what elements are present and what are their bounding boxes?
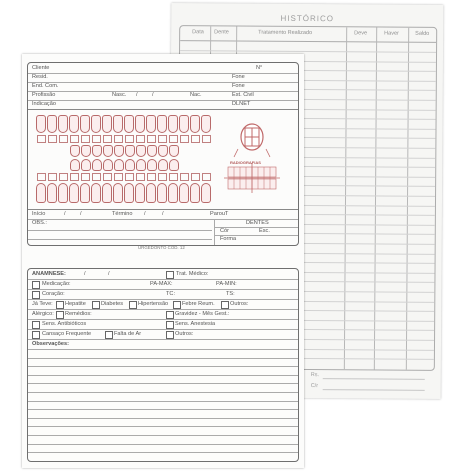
tooth-surface-grid (103, 173, 112, 181)
hipertensao-checkbox[interactable] (129, 301, 137, 309)
est-civil-label: Est. Civil (232, 92, 254, 98)
coracao-label: Coração: (42, 291, 65, 297)
tooth-surface-grid (114, 135, 123, 143)
tooth-upper (201, 115, 211, 133)
tc-label: TC: (166, 291, 176, 297)
observacoes-line (28, 452, 298, 453)
tooth-lower (113, 183, 123, 203)
dlnet-label: DLNET (232, 101, 251, 107)
tooth-surface-grid (92, 135, 101, 143)
tooth-lower (157, 183, 167, 203)
obs-label: OBS.: (32, 220, 47, 226)
sens-anestesia-checkbox[interactable] (166, 321, 174, 329)
tooth-lower (91, 183, 101, 203)
tooth-surface-grid (59, 173, 68, 181)
tooth-surface-grid (180, 135, 189, 143)
indicacao-label: Indicação (32, 101, 56, 107)
diabetes-checkbox[interactable] (92, 301, 100, 309)
trat-medico-checkbox[interactable] (166, 271, 174, 279)
tooth-deciduous-upper (114, 145, 124, 157)
tooth-lower (102, 183, 112, 203)
dentes-label: DENTES (246, 220, 269, 226)
date-separator: / (80, 211, 82, 217)
termino-label: Término (112, 211, 133, 217)
tooth-surface-grid (169, 173, 178, 181)
footer-label: Rs. (310, 372, 320, 379)
footer-label: C/r (310, 383, 319, 390)
tooth-surface-grid (70, 173, 79, 181)
profissao-label: Profissão (32, 92, 56, 98)
end-com-label: End. Com. (32, 83, 59, 89)
tooth-surface-grid (158, 135, 167, 143)
tooth-deciduous-lower (81, 159, 91, 171)
tooth-deciduous-upper (70, 145, 80, 157)
observacoes-line (28, 426, 298, 427)
column-header: Data (192, 29, 204, 36)
anamnese-title: ANAMNESE: (32, 271, 66, 277)
tooth-lower (58, 183, 68, 203)
tooth-upper (179, 115, 189, 133)
observacoes-label: Observações: (32, 341, 70, 347)
date-separator: / (64, 211, 66, 217)
coracao-checkbox[interactable] (32, 291, 40, 299)
sens-antibioticos-checkbox[interactable] (32, 321, 40, 329)
tooth-surface-grid (202, 135, 211, 143)
tooth-deciduous-lower (147, 159, 157, 171)
hipertensao-label: Hipertensão (138, 301, 169, 307)
tooth-surface-grid (125, 135, 134, 143)
tooth-surface-grid (48, 173, 57, 181)
tooth-upper (102, 115, 112, 133)
ficha-clinica-sheet (22, 54, 304, 468)
tooth-upper (124, 115, 134, 133)
gravidez-label: Gravidez - Mês Gest.: (175, 311, 230, 317)
tooth-surface-grid (191, 135, 200, 143)
hepatite-label: Hepatite (65, 301, 86, 307)
falta-ar-checkbox[interactable] (105, 331, 113, 339)
historico-row (180, 50, 436, 53)
patient-info-box (27, 62, 299, 246)
tooth-upper (135, 115, 145, 133)
tooth-surface-grid (70, 135, 79, 143)
date-separator: / (162, 211, 164, 217)
pa-min-label: PA-MIN: (216, 281, 237, 287)
resid-label: Resid. (32, 74, 48, 80)
tooth-lower (168, 183, 178, 203)
tooth-lower (124, 183, 134, 203)
tooth-upper (168, 115, 178, 133)
esc-label: Esc. (259, 228, 270, 234)
historico-title: HISTÓRICO (280, 13, 335, 24)
sens-antibioticos-label: Sens. Antibióticos (42, 321, 87, 327)
tooth-lower (47, 183, 57, 203)
pa-max-label: PA-MAX: (150, 281, 173, 287)
fone-label: Fone (232, 74, 245, 80)
tooth-upper (146, 115, 156, 133)
column-divider (406, 28, 409, 370)
observacoes-line (28, 401, 298, 402)
cansaco-checkbox[interactable] (32, 331, 40, 339)
historico-header-row (180, 26, 436, 43)
column-divider (374, 27, 377, 369)
tooth-surface-grid (103, 135, 112, 143)
tooth-upper (58, 115, 68, 133)
observacoes-line (28, 366, 298, 367)
observacoes-line (28, 383, 298, 384)
column-header: Saldo (415, 30, 430, 37)
outros-label: Outros: (230, 301, 249, 307)
observacoes-line (28, 418, 298, 419)
tooth-surface-grid (81, 135, 90, 143)
tooth-surface-grid (136, 135, 145, 143)
tooth-surface-grid (169, 135, 178, 143)
forma-label: Forma (220, 236, 237, 242)
tooth-deciduous-upper (169, 145, 179, 157)
outros-checkbox[interactable] (221, 301, 229, 309)
nasc-label: Nasc. (112, 92, 127, 98)
tooth-lower (190, 183, 200, 203)
column-divider (344, 27, 347, 369)
date-separator: / (152, 92, 154, 98)
tooth-surface-grid (59, 135, 68, 143)
tooth-surface-grid (180, 173, 189, 181)
medicacao-label: Medicação: (42, 281, 71, 287)
tooth-surface-grid (202, 173, 211, 181)
tooth-surface-grid (37, 173, 46, 181)
tooth-surface-grid (81, 173, 90, 181)
falta-ar-label: Falta de Ar (114, 331, 142, 337)
outros-checkbox[interactable] (166, 331, 174, 339)
date-separator: / (144, 211, 146, 217)
tooth-lower (179, 183, 189, 203)
ja-teve-label: Já Teve: (32, 301, 53, 307)
fone-label: Fone (232, 83, 245, 89)
anamnese-box (27, 268, 299, 462)
form-code: URGEDONTO COD. 12 (138, 245, 185, 250)
column-header: Deve (354, 30, 368, 37)
medicacao-checkbox[interactable] (32, 281, 40, 289)
ts-label: TS: (226, 291, 235, 297)
tooth-deciduous-lower (158, 159, 168, 171)
observacoes-line (28, 435, 298, 436)
tooth-deciduous-upper (92, 145, 102, 157)
tooth-deciduous-upper (136, 145, 146, 157)
date-separator: / (136, 92, 138, 98)
remedios-checkbox[interactable] (56, 311, 64, 319)
tooth-deciduous-lower (136, 159, 146, 171)
tooth-lower (36, 183, 46, 203)
tooth-upper (80, 115, 90, 133)
numero-label: N° (256, 65, 263, 71)
tooth-surface-grid (136, 173, 145, 181)
observacoes-line (28, 392, 298, 393)
column-header: Haver (384, 30, 399, 37)
observacoes-line (28, 409, 298, 410)
column-header: Tratamento Realizado (258, 29, 313, 37)
cliente-label: Cliente (32, 65, 50, 71)
observacoes-line (28, 375, 298, 376)
tooth-upper (157, 115, 167, 133)
tooth-surface-grid (125, 173, 134, 181)
observacoes-line (28, 349, 298, 350)
hepatite-checkbox[interactable] (56, 301, 64, 309)
tooth-deciduous-upper (158, 145, 168, 157)
tooth-deciduous-lower (70, 159, 80, 171)
tooth-upper (113, 115, 123, 133)
tooth-surface-grid (114, 173, 123, 181)
tooth-deciduous-lower (92, 159, 102, 171)
trat-medico-label: Trat. Médico: (176, 271, 209, 277)
tooth-deciduous-upper (103, 145, 113, 157)
tooth-deciduous-upper (81, 145, 91, 157)
tooth-upper (47, 115, 57, 133)
tooth-deciduous-lower (114, 159, 124, 171)
febre-reum-label: Febre Reum. (182, 301, 215, 307)
tooth-surface-grid (147, 135, 156, 143)
gravidez-checkbox[interactable] (166, 311, 174, 319)
tooth-surface-grid (92, 173, 101, 181)
tooth-lower (201, 183, 211, 203)
cor-label: Cór (220, 228, 230, 234)
observacoes-line (28, 358, 298, 359)
tooth-surface-grid (48, 135, 57, 143)
parout-label: ParouT (210, 211, 229, 217)
tooth-surface-grid (37, 135, 46, 143)
tooth-deciduous-lower (103, 159, 113, 171)
tooth-deciduous-lower (169, 159, 179, 171)
radiografias-label: RADIOGRAFIAS (230, 160, 261, 165)
sens-anestesia-label: Sens. Anestesia (175, 321, 216, 327)
tooth-surface-grid (147, 173, 156, 181)
tooth-deciduous-lower (125, 159, 135, 171)
tooth-deciduous-upper (125, 145, 135, 157)
observacoes-line (28, 444, 298, 445)
tooth-upper (190, 115, 200, 133)
tooth-lower (69, 183, 79, 203)
tooth-surface-grid (158, 173, 167, 181)
odontogram-chart (34, 113, 214, 205)
tooth-deciduous-upper (147, 145, 157, 157)
tooth-surface-grid (191, 173, 200, 181)
date-separator: / (108, 271, 110, 277)
column-header: Dente (214, 29, 229, 36)
inicio-label: Início (32, 211, 46, 217)
tooth-lower (80, 183, 90, 203)
date-separator: / (84, 271, 86, 277)
cansaco-label: Cansaço Frequente (42, 331, 92, 337)
tooth-upper (36, 115, 46, 133)
tooth-lower (135, 183, 145, 203)
tooth-upper (69, 115, 79, 133)
diabetes-label: Diabetes (101, 301, 124, 307)
remedios-label: Remédios: (65, 311, 92, 317)
tooth-lower (146, 183, 156, 203)
tooth-upper (91, 115, 101, 133)
nac-label: Nac. (190, 92, 202, 98)
febre-reum-checkbox[interactable] (173, 301, 181, 309)
outros-label: Outros: (175, 331, 194, 337)
alergico-label: Alérgico: (32, 311, 54, 317)
